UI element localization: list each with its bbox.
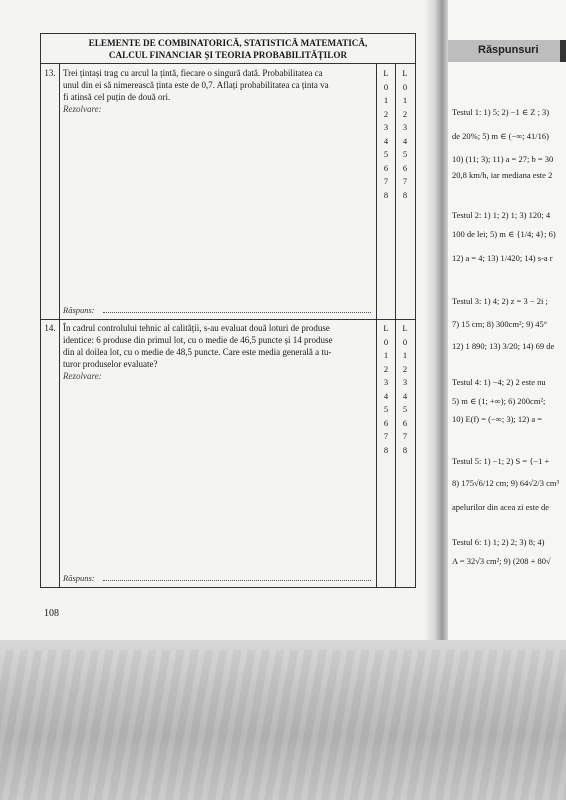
score-column-1 [376, 64, 395, 319]
problem-number: 14. [41, 319, 60, 587]
problem-row-13 [41, 64, 415, 320]
score-cell: 2 [402, 363, 408, 374]
score-cell: 7 [402, 176, 408, 186]
problem-number: 13. [41, 64, 60, 319]
score-cell: 5 [402, 149, 408, 159]
score-cell: 1 [383, 95, 389, 105]
score-cell: 5 [383, 404, 389, 414]
score-cell: 8 [383, 189, 389, 200]
score-cell: 7 [402, 431, 408, 441]
score-column-2 [395, 64, 414, 319]
problem-table [40, 33, 416, 588]
answer-line: 5) m ∈ (1; +∞); 6) 200cm²; [452, 396, 546, 406]
score-column-2 [395, 319, 414, 587]
header-tab [560, 40, 566, 62]
answer-line: 100 de lei; 5) m ∈ {1/4; 4}; 6) [452, 229, 556, 239]
statement-line: unul din ei să nimerească ținta este de 0,7. Aflați probabilitatea ca ținta va [63, 80, 329, 90]
statement-line: identice: 6 produse din primul lot, cu o medie de 46,5 puncte și 14 produse [63, 335, 333, 345]
problem-statement [63, 67, 373, 115]
page-number: 108 [44, 608, 59, 619]
score-cell: 0 [383, 336, 389, 347]
answer-line: 20,8 km/h, iar mediana este 2 [452, 170, 553, 180]
answers-page [448, 0, 566, 640]
answer-line: Testul 1: 1) 5; 2) −1 ∈ Z ; 3) [452, 107, 550, 117]
score-cell: 3 [402, 122, 408, 132]
statement-line: din al doilea lot, cu o medie de 48,5 puncte. Care este media generală a tu- [63, 347, 332, 357]
answer-line: Testul 3: 1) 4; 2) z = 3 − 2i ; [452, 296, 548, 306]
score-cell: 2 [383, 108, 389, 119]
answer-line: 12) 1 890; 13) 3/20; 14) 69 de [452, 341, 555, 351]
solution-label: Rezolvare: [63, 104, 102, 114]
answers-title: Răspunsuri [448, 40, 566, 62]
score-cell: 4 [383, 390, 389, 401]
answer-line[interactable] [103, 312, 371, 313]
score-cell: 1 [402, 95, 408, 105]
answer-line: Testul 6: 1) 1; 2) 2; 3) 8; 4) [452, 537, 545, 547]
answer-label: Răspuns: [63, 305, 95, 315]
score-cell: 2 [383, 363, 389, 374]
statement-line: Trei țintași trag cu arcul la țintă, fiecare o singură dată. Probabilitatea ca [63, 68, 323, 78]
answer-line: 12) a = 4; 13) 1/420; 14) s-a r [452, 253, 553, 263]
table-title-line-2: CALCUL FINANCIAR ȘI TEORIA PROBABILITĂȚILOR [108, 50, 348, 60]
score-cell: 4 [383, 135, 389, 146]
score-cell: 5 [402, 404, 408, 414]
statement-line: În cadrul controlului tehnic al calității, s-au evaluat două loturi de produse [63, 323, 330, 333]
answer-label: Răspuns: [63, 573, 95, 583]
score-cell: 1 [383, 350, 389, 360]
answer-line: Testul 5: 1) −1; 2) S = {−1 + [452, 456, 550, 466]
answer-line: 8) 175√6/12 cm; 9) 64√2/3 cm³ [452, 478, 560, 488]
answer-line[interactable] [103, 580, 371, 581]
score-cell: 8 [402, 444, 408, 455]
answer-line: Testul 2: 1) 1; 2) 1; 3) 120; 4 [452, 210, 551, 220]
table-title-line-1: ELEMENTE DE COMBINATORICĂ, STATISTICĂ MATEMATICĂ, [88, 38, 368, 48]
score-cell: 2 [402, 108, 408, 119]
problem-statement [63, 322, 373, 382]
solution-label: Rezolvare: [63, 371, 102, 381]
score-cell: 6 [383, 417, 389, 428]
score-cell: L [383, 68, 389, 78]
score-column-1 [376, 319, 395, 587]
score-cell: 0 [383, 81, 389, 92]
statement-line: turor produselor evaluate? [63, 359, 158, 369]
answer-line: Testul 4: 1) −4; 2) 2 este nu [452, 377, 546, 387]
score-cell: 4 [402, 135, 408, 146]
score-cell: 6 [402, 417, 408, 428]
score-cell: 0 [402, 81, 408, 92]
book-gutter [424, 0, 450, 640]
answer-line: 10) (11; 3); 11) a = 27; b = 30 [452, 154, 554, 164]
score-cell: L [402, 68, 408, 78]
score-cell: 7 [383, 431, 389, 441]
score-cell: 5 [383, 149, 389, 159]
answer-line: 10) E(f) = (−∞; 3); 12) a = [452, 414, 543, 424]
score-cell: 7 [383, 176, 389, 186]
score-cell: 0 [402, 336, 408, 347]
answer-line: de 20%; 5) m ∈ (−∞; 41/16) [452, 131, 549, 141]
problem-row-14 [41, 319, 415, 587]
answer-line: 7) 15 cm; 8) 300cm²; 9) 45° [452, 319, 548, 329]
score-cell: 3 [383, 377, 389, 387]
score-cell: 1 [402, 350, 408, 360]
statement-line: fi atinsă cel puțin de două ori. [63, 92, 171, 102]
score-cell: 8 [402, 189, 408, 200]
scan-texture [0, 650, 566, 800]
score-cell: 8 [383, 444, 389, 455]
score-cell: 3 [402, 377, 408, 387]
score-cell: 6 [402, 162, 408, 173]
score-cell: 6 [383, 162, 389, 173]
score-cell: 3 [383, 122, 389, 132]
answer-line: A = 32√3 cm²; 9) (208 + 80√ [452, 556, 551, 566]
score-cell: L [402, 323, 408, 333]
answer-line: apelurilor din acea zi este de [452, 502, 549, 512]
score-cell: 4 [402, 390, 408, 401]
score-cell: L [383, 323, 389, 333]
table-header [41, 34, 415, 64]
